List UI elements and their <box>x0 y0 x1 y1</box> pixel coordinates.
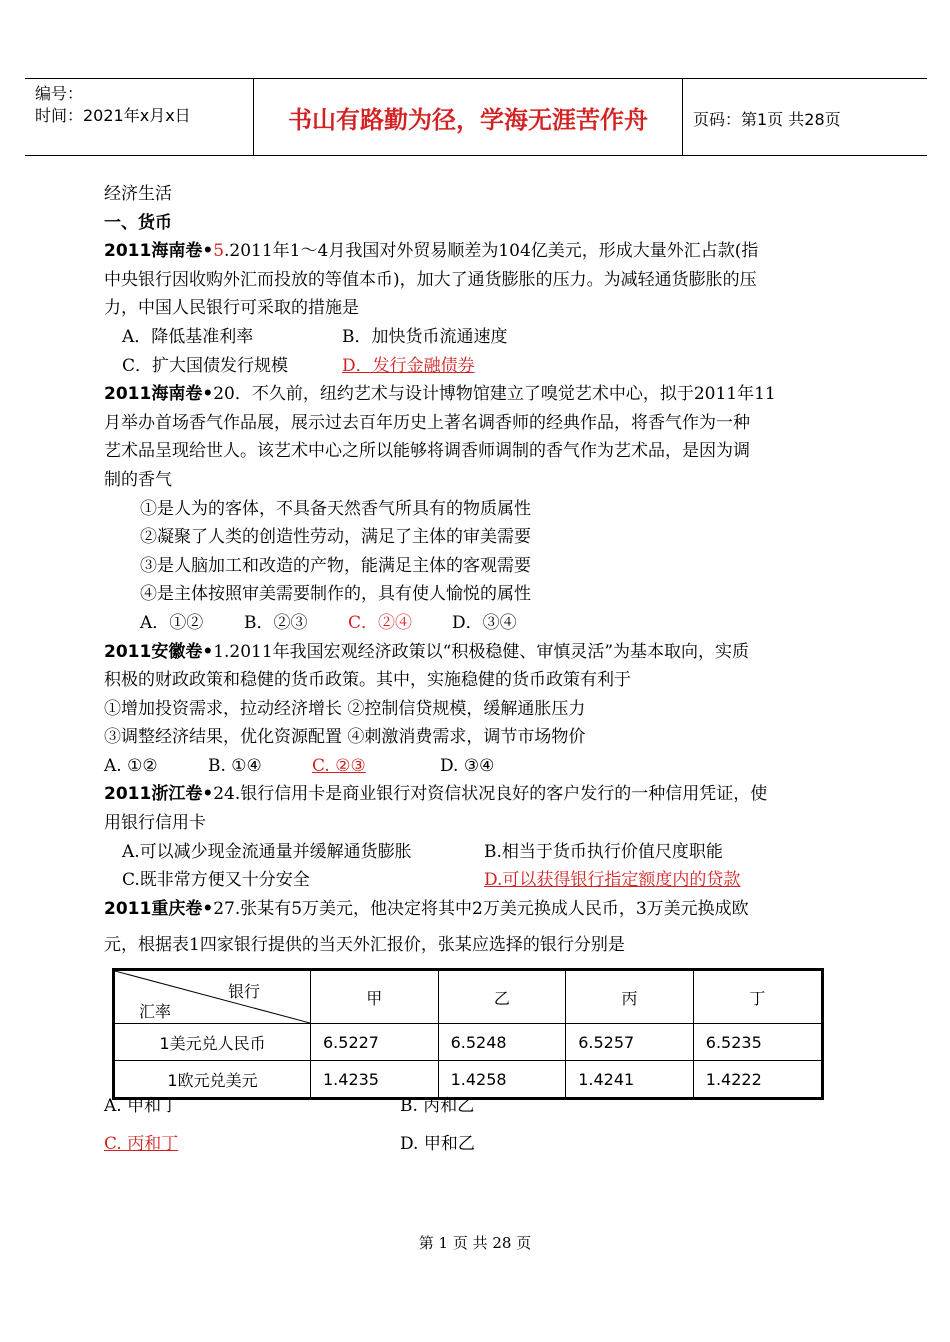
q4-option-a: A.可以减少现金流通量并缓解通货膨胀 <box>122 841 412 862</box>
q5-options-ab <box>104 1093 474 1119</box>
q2-item3: ③是人脑加工和改造的产物，能满足主体的客观需要 <box>140 555 531 576</box>
q1-option-b: B．加快货币流通速度 <box>342 326 508 347</box>
q4-source: 2011浙江卷• <box>104 784 214 805</box>
q3-items-34: ③调整经济结果，优化资源配置 ④刺激消费需求，调节市场物价 <box>104 727 586 748</box>
bank-header-ding: 丁 <box>693 970 822 1024</box>
doc-title: 经济生活 <box>104 184 172 204</box>
rate-cell: 6.5235 <box>693 1024 822 1061</box>
q5-source: 2011重庆卷• <box>104 898 214 919</box>
rate-cell: 1.4235 <box>311 1061 439 1099</box>
q4-line2: 用银行信用卡 <box>104 813 206 834</box>
document-body <box>104 180 849 960</box>
section-heading: 一、货币 <box>104 212 172 233</box>
header-page: 页码：第1页 共28页 <box>693 110 841 129</box>
table-row <box>114 1024 823 1061</box>
q3-text1: 1.2011年我国宏观经济政策以“积极稳健、审慎灵活”为基本取向，实质 <box>213 641 750 662</box>
q3-option-c: C. ②③ <box>312 755 366 776</box>
corner-label-rate: 汇率 <box>139 1002 172 1021</box>
q3-source: 2011安徽卷• <box>104 641 214 662</box>
q5-option-b: B. 丙和乙 <box>400 1096 475 1116</box>
table-corner-cell <box>114 970 311 1024</box>
q2-options <box>104 609 849 638</box>
q2-item2: ②凝聚了人类的创造性劳动，满足了主体的审美需要 <box>140 527 531 548</box>
q1-option-a: A．降低基准利率 <box>122 326 254 347</box>
q2-line4: 制的香气 <box>104 469 172 490</box>
q3-option-b: B. ①④ <box>208 755 262 776</box>
page-header <box>25 78 927 156</box>
q2-item4: ④是主体按照审美需要制作的，具有使人愉悦的属性 <box>140 584 531 605</box>
header-number: 编号： <box>35 84 84 103</box>
q2-line1 <box>104 380 849 409</box>
q1-option-d: D．发行金融债券 <box>342 355 475 376</box>
q1-options-ab <box>104 323 849 352</box>
q1-line1 <box>104 237 849 266</box>
rate-cell: 1.4222 <box>693 1061 822 1099</box>
header-motto: 书山有路勤为径，学海无涯苦作舟 <box>253 79 683 155</box>
q5-line1 <box>104 895 849 924</box>
rate-cell: 1.4241 <box>566 1061 694 1099</box>
row-label-eur-usd: 1欧元兑美元 <box>114 1061 311 1099</box>
q5-text1: 27.张某有5万美元，他决定将其中2万美元换成人民币，3万美元换成欧 <box>213 898 749 919</box>
header-time: 时间：2021年x月x日 <box>35 106 191 125</box>
header-meta <box>35 83 191 127</box>
q5-option-d: D. 甲和乙 <box>400 1134 475 1154</box>
q5-options-cd <box>104 1131 475 1157</box>
bank-header-yi: 乙 <box>438 970 566 1024</box>
q5-line2: 元，根据表1四家银行提供的当天外汇报价，张某应选择的银行分别是 <box>104 935 625 956</box>
bank-header-jia: 甲 <box>311 970 439 1024</box>
corner-label-bank: 银行 <box>227 982 260 1001</box>
q3-option-d: D. ③④ <box>440 755 495 776</box>
q4-options-cd <box>104 866 849 895</box>
rate-cell: 6.5257 <box>566 1024 694 1061</box>
q5-option-a: A. 甲和丁 <box>104 1096 179 1116</box>
q2-item1: ①是人为的客体，不具备天然香气所具有的物质属性 <box>140 498 531 519</box>
q1-text1: .2011年1～4月我国对外贸易顺差为104亿美元，形成大量外汇占款(指 <box>224 241 759 262</box>
rate-cell: 6.5248 <box>438 1024 566 1061</box>
q2-line2: 月举办首场香气作品展，展示过去百年历史上著名调香师的经典作品，将香气作为一种 <box>104 412 750 433</box>
q2-source: 2011海南卷• <box>104 384 214 405</box>
q1-option-c: C．扩大国债发行规模 <box>122 355 289 376</box>
rate-cell: 6.5227 <box>311 1024 439 1061</box>
q4-option-c: C.既非常方便又十分安全 <box>122 870 310 891</box>
q1-source: 2011海南卷• <box>104 241 214 262</box>
table-header-row <box>114 970 823 1024</box>
q3-options <box>104 752 849 781</box>
row-label-usd-cny: 1美元兑人民币 <box>114 1024 311 1061</box>
bank-header-bing: 丙 <box>566 970 694 1024</box>
q5-option-c: C. 丙和丁 <box>104 1134 179 1154</box>
exchange-rate-table <box>112 968 824 1100</box>
q1-line2: 中央银行因收购外汇而投放的等值本币)，加大了通货膨胀的压力。为减轻通货膨胀的压 <box>104 269 757 290</box>
q3-line1 <box>104 638 849 667</box>
q4-option-b: B.相当于货币执行价值尺度职能 <box>484 841 723 862</box>
q1-options-cd <box>104 352 849 381</box>
q2-line3: 艺术品呈现给世人。该艺术中心之所以能够将调香师调制的香气作为艺术品，是因为调 <box>104 441 750 462</box>
q2-option-a: A．①② <box>140 612 204 633</box>
q3-option-a: A. ①② <box>104 755 158 776</box>
q2-option-b: B．②③ <box>244 612 308 633</box>
q2-option-c: C．②④ <box>348 612 413 633</box>
q4-options-ab <box>104 838 849 867</box>
q4-option-d: D.可以获得银行指定额度内的贷款 <box>484 870 741 891</box>
q1-line3: 力，中国人民银行可采取的措施是 <box>104 298 359 319</box>
q4-line1 <box>104 780 849 809</box>
q2-option-d: D．③④ <box>452 612 517 633</box>
q1-number: 5 <box>213 241 225 262</box>
page-footer: 第 1 页 共 28 页 <box>418 1234 532 1252</box>
rate-cell: 1.4258 <box>438 1061 566 1099</box>
q2-text1: 20．不久前，纽约艺术与设计博物馆建立了嗅觉艺术中心，拟于2011年11 <box>213 384 776 405</box>
q4-text1: 24.银行信用卡是商业银行对资信状况良好的客户发行的一种信用凭证，使 <box>213 784 768 805</box>
q3-items-12: ①增加投资需求，拉动经济增长 ②控制信贷规模，缓解通胀压力 <box>104 698 586 719</box>
q3-line2: 积极的财政政策和稳健的货币政策。其中，实施稳健的货币政策有利于 <box>104 670 631 691</box>
